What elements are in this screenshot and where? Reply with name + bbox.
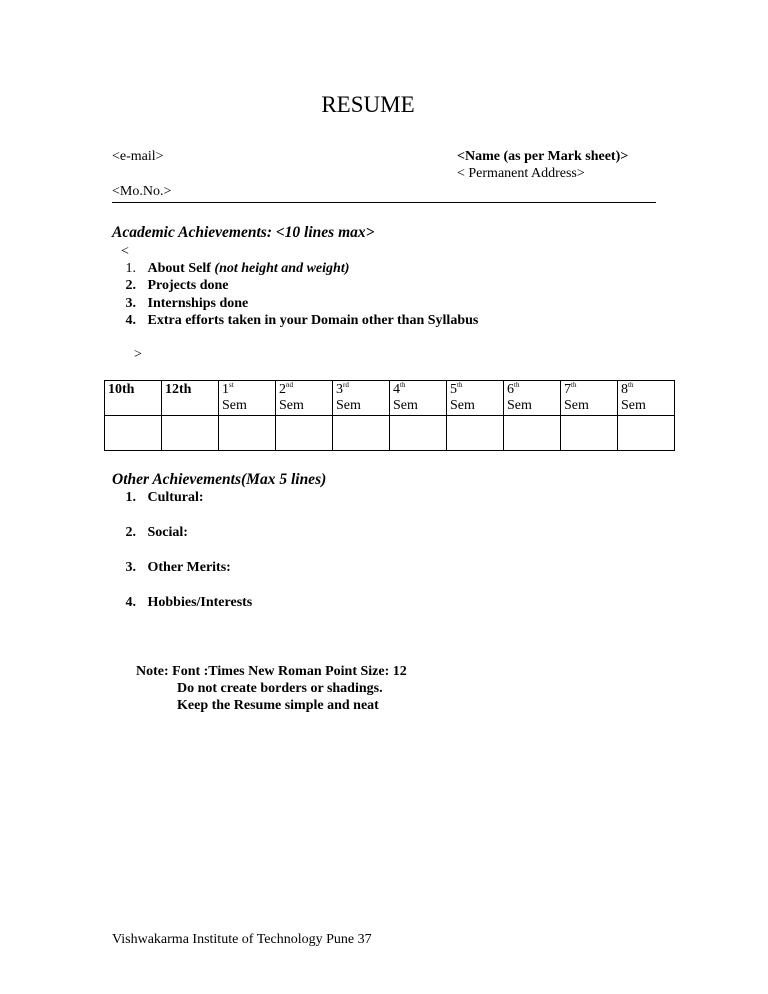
grades-header-cell: 6th Sem [504, 381, 561, 416]
academic-item-note: (not height and weight) [214, 261, 350, 276]
grades-header-cell: 12th [162, 381, 219, 416]
grades-header-cell: 2nd Sem [276, 381, 333, 416]
grades-value-cell [618, 416, 675, 451]
grades-value-cell [219, 416, 276, 451]
other-item-number: 2. [125, 525, 136, 540]
note-line: Keep the Resume simple and neat [177, 698, 379, 713]
note-line: Note: Font :Times New Roman Point Size: 12 [136, 664, 407, 679]
other-item-text: Hobbies/Interests [147, 595, 253, 610]
academic-item-text: Projects done [147, 278, 229, 293]
grades-header-cell: 3rd Sem [333, 381, 390, 416]
email-placeholder: <e-mail> [112, 149, 164, 164]
academic-item-number: 1. [125, 261, 136, 276]
academic-item-number: 3. [125, 296, 136, 311]
grades-value-cell [276, 416, 333, 451]
grades-header-row [105, 381, 675, 416]
grades-value-cell [561, 416, 618, 451]
grades-header-cell: 7th Sem [561, 381, 618, 416]
other-item-number: 3. [125, 560, 136, 575]
grades-value-cell [504, 416, 561, 451]
other-item [112, 560, 231, 576]
other-item [112, 595, 252, 611]
page-footer: Vishwakarma Institute of Technology Pune 37 [112, 932, 372, 947]
academic-item [112, 313, 478, 329]
academic-close-bracket: > [134, 347, 142, 362]
academic-item-number: 4. [125, 313, 136, 328]
other-item-number: 1. [125, 490, 136, 505]
grades-value-cell [390, 416, 447, 451]
other-item-text: Other Merits: [147, 560, 231, 575]
grades-value-cell [447, 416, 504, 451]
grades-header-cell: 4th Sem [390, 381, 447, 416]
grades-header-cell: 10th [105, 381, 162, 416]
grades-value-cell [162, 416, 219, 451]
header-divider [112, 202, 656, 203]
other-item [112, 525, 188, 541]
academic-item [112, 296, 248, 312]
academic-item-text: About Self [147, 261, 215, 276]
academic-item-number: 2. [125, 278, 136, 293]
other-item-number: 4. [125, 595, 136, 610]
grades-value-row [105, 416, 675, 451]
mobile-placeholder: <Mo.No.> [112, 184, 172, 199]
grades-header-cell: 8th Sem [618, 381, 675, 416]
name-placeholder: <Name (as per Mark sheet)> [457, 149, 629, 164]
other-item-text: Social: [147, 525, 188, 540]
academic-open-bracket: < [121, 244, 129, 259]
grades-header-cell: 1st Sem [219, 381, 276, 416]
academic-item [112, 278, 229, 294]
address-placeholder: < Permanent Address> [457, 166, 585, 181]
academic-item [112, 261, 349, 277]
other-heading: Other Achievements(Max 5 lines) [112, 471, 327, 488]
grades-table [104, 380, 675, 451]
other-item [112, 490, 204, 506]
grades-header-cell: 5th Sem [447, 381, 504, 416]
academic-item-text: Extra efforts taken in your Domain other than Syllabus [147, 313, 479, 328]
academic-item-text: Internships done [147, 296, 249, 311]
page-title: RESUME [321, 92, 415, 117]
note-line: Do not create borders or shadings. [177, 681, 383, 696]
other-item-text: Cultural: [147, 490, 204, 505]
grades-value-cell [333, 416, 390, 451]
grades-value-cell [105, 416, 162, 451]
academic-heading: Academic Achievements: <10 lines max> [112, 224, 375, 241]
